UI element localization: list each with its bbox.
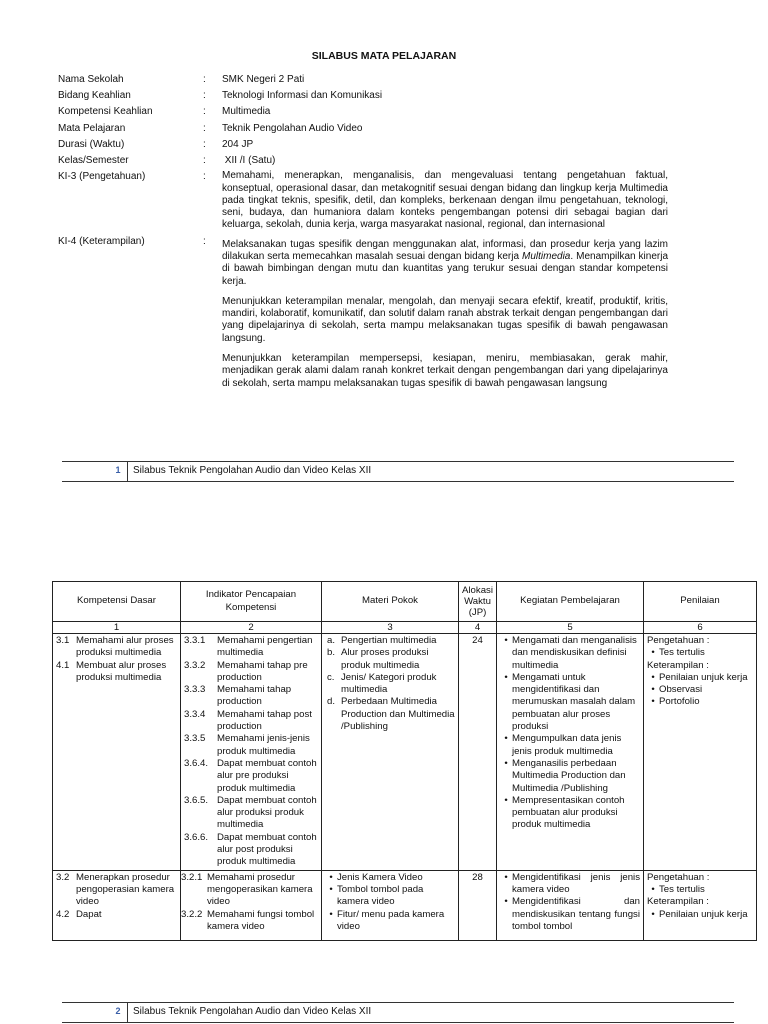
bullet-icon: • <box>504 896 508 908</box>
indikator-text: Dapat membuat contoh alur post produksi produk multimedia <box>217 831 317 868</box>
penilaian-keterampilan-label: Keterampilan : <box>647 659 709 671</box>
ki4-paragraph-2: Menunjukkan keterampilan menalar, mengolah, dan menyaji secara efektif, kreatif, produktif, kritis, mandiri, kolaboratif, komunikatif, dan solutif dalam ranah abstrak terkait dengan pengembangan dari yang dipelajarinya di sekolah, serta mampu melaksanakan tugas spesifik di bawah pengawasan langsung. <box>222 295 668 344</box>
kegiatan-item <box>500 733 640 758</box>
indikator-number: 3.3.3 <box>184 684 206 696</box>
materi-letter: b. <box>327 647 336 659</box>
column-number: 3 <box>322 622 459 634</box>
materi-item <box>325 672 455 697</box>
indikator-text: Memahami tahap pre production <box>217 659 308 683</box>
kegiatan-item <box>500 896 640 933</box>
indikator-text: Memahami fungsi tombol kamera video <box>207 908 315 932</box>
penilaian-text: Tes tertulis <box>659 647 705 659</box>
indikator-number: 3.6.6. <box>184 831 209 843</box>
indikator-number: 3.3.5 <box>184 733 206 745</box>
penilaian-pengetahuan-label: Pengetahuan : <box>647 871 710 883</box>
materi-cell <box>322 870 459 940</box>
penilaian-text: Portofolio <box>659 696 700 708</box>
bullet-icon: • <box>329 883 333 895</box>
kegiatan-item <box>500 635 640 672</box>
info-colon: : <box>203 155 206 167</box>
materi-text: Jenis Kamera Video <box>337 871 423 883</box>
kegiatan-text: Mengidentifikasi jenis jenis kamera video <box>512 871 640 895</box>
materi-text: Fitur/ menu pada kamera video <box>337 908 445 932</box>
penilaian-item <box>647 672 753 684</box>
info-value: Teknik Pengolahan Audio Video <box>222 122 363 134</box>
penilaian-keterampilan-label: Keterampilan : <box>647 896 709 908</box>
kegiatan-text: Mengumpulkan data jenis jenis produk multimedia <box>512 733 622 757</box>
indikator-number: 3.3.1 <box>184 635 206 646</box>
header-kegiatan: Kegiatan Pembelajaran <box>497 582 644 622</box>
ki4-label: KI-4 (Keterampilan) <box>58 235 145 247</box>
indikator-item <box>184 795 318 832</box>
bullet-icon: • <box>651 647 655 659</box>
ki4-p1-text-end: . Menampilkan kinerja di bawah bimbingan dengan mutu dan kuantitas yang terukur sesuai dengan standar kompetensi kerja. <box>222 251 669 287</box>
identity-section <box>58 72 668 390</box>
kd-number: 4.2 <box>56 908 70 920</box>
footer-page-number: 2 <box>115 1006 121 1016</box>
header-indikator: Indikator Pencapaian Kompetensi <box>181 582 322 622</box>
indikator-text: Memahami prosedur mengoperasikan kamera video <box>207 871 313 908</box>
materi-item <box>325 696 455 733</box>
indikator-text: Memahami tahap post production <box>217 708 312 733</box>
bullet-icon: • <box>504 757 508 769</box>
table-number-row <box>53 622 757 634</box>
bullet-icon: • <box>504 671 508 683</box>
info-colon: : <box>203 171 206 183</box>
materi-item <box>325 635 455 647</box>
column-number: 1 <box>53 622 181 634</box>
penilaian-text: Penilaian unjuk kerja <box>659 671 748 683</box>
info-value: Teknologi Informasi dan Komunikasi <box>222 90 383 102</box>
penilaian-text: Penilaian unjuk kerja <box>659 908 748 920</box>
ki4-p1-emphasis: Multimedia <box>522 251 571 262</box>
info-colon: : <box>203 90 206 102</box>
header-penilaian: Penilaian <box>644 582 757 622</box>
indikator-number: 3.3.4 <box>184 708 206 720</box>
kd-cell <box>53 870 181 940</box>
indikator-number: 3.2.1 <box>181 871 203 883</box>
kegiatan-item <box>500 795 640 832</box>
info-colon: : <box>203 122 206 134</box>
info-colon: : <box>203 235 206 247</box>
materi-text: Alur proses produksi produk multimedia <box>341 647 429 671</box>
materi-text: Jenis/ Kategori produk multimedia <box>341 671 437 696</box>
ki4-paragraph-1 <box>222 239 668 288</box>
indikator-text: Memahami tahap production <box>217 684 292 708</box>
materi-text: Pengertian multimedia <box>341 635 437 646</box>
indikator-item <box>184 660 318 685</box>
footer-separator <box>127 462 128 481</box>
indikator-cell <box>181 634 322 871</box>
alokasi-cell: 24 <box>459 634 497 871</box>
info-label: Mata Pelajaran <box>58 122 126 134</box>
indikator-item <box>184 758 318 795</box>
kd-number: 3.1 <box>56 635 70 646</box>
indikator-item <box>181 909 318 934</box>
info-label: Kompetensi Keahlian <box>58 106 153 118</box>
indikator-text: Dapat membuat contoh alur produksi produk multimedia <box>217 794 317 831</box>
kegiatan-text: Mengamati dan menganalisis dan mendiskusikan definisi multimedia <box>512 635 637 671</box>
info-value: XII /I (Satu) <box>222 155 276 167</box>
info-label: Nama Sekolah <box>58 74 124 85</box>
syllabus-table <box>52 581 757 941</box>
kd-item <box>56 635 177 660</box>
footer-text: Silabus Teknik Pengolahan Audio dan Video Kelas XII <box>133 1006 372 1017</box>
kegiatan-text: Mempresentasikan contoh pembuatan alur produksi produk multimedia <box>512 794 625 831</box>
column-number: 6 <box>644 622 757 634</box>
materi-item <box>325 884 455 909</box>
info-row-nama-sekolah <box>58 72 668 88</box>
penilaian-text: Tes tertulis <box>659 883 705 895</box>
ki3-row <box>58 170 668 231</box>
bullet-icon: • <box>651 908 655 920</box>
indikator-text: Memahami jenis-jenis produk multimedia <box>217 733 310 757</box>
page-footer-2 <box>62 1002 734 1023</box>
indikator-cell <box>181 870 322 940</box>
indikator-text: Memahami pengertian multimedia <box>217 635 313 659</box>
info-label: Bidang Keahlian <box>58 90 131 102</box>
info-row-kompetensi-keahlian <box>58 104 668 120</box>
kd-item <box>56 872 177 909</box>
penilaian-item <box>647 647 753 659</box>
header-kompetensi-dasar: Kompetensi Dasar <box>53 582 181 622</box>
info-row-bidang-keahlian <box>58 88 668 104</box>
bullet-icon: • <box>504 635 508 646</box>
materi-item <box>325 647 455 672</box>
info-row-kelas-semester <box>58 153 668 169</box>
materi-item <box>325 909 455 934</box>
kd-item <box>56 660 177 685</box>
kegiatan-text: Mengidentifikasi dan mendiskusikan tentang fungsi tombol tombol <box>512 896 640 932</box>
kd-cell <box>53 634 181 871</box>
indikator-item <box>181 872 318 909</box>
indikator-item <box>184 733 318 758</box>
materi-letter: a. <box>327 635 336 646</box>
indikator-number: 3.6.4. <box>184 757 209 769</box>
kegiatan-cell <box>497 870 644 940</box>
kegiatan-text: Mengamati untuk mengidentifikasi dan merumuskan masalah dalam pembuatan alur proses produksi <box>512 671 636 733</box>
ki4-p1-text: Melaksanakan tugas spesifik dengan menggunakan alat, informasi, dan prosedur kerja yang lazim dilakukan serta memecahkan masalah sesuai dengan bidang kerja <box>222 238 668 262</box>
info-value: Multimedia <box>222 106 271 118</box>
materi-letter: c. <box>327 671 335 683</box>
bullet-icon: • <box>651 671 655 683</box>
bullet-icon: • <box>504 733 508 745</box>
bullet-icon: • <box>651 883 655 895</box>
materi-text: Tombol tombol pada kamera video <box>337 883 424 908</box>
indikator-item <box>184 709 318 734</box>
table-row <box>53 634 757 871</box>
indikator-item <box>184 832 318 869</box>
info-label: Kelas/Semester <box>58 155 129 167</box>
materi-text: Perbedaan Multimedia Production dan Multimedia /Publishing <box>341 696 455 733</box>
kd-number: 4.1 <box>56 659 70 671</box>
indikator-item <box>184 635 318 660</box>
table-row <box>53 870 757 940</box>
bullet-icon: • <box>329 908 333 920</box>
info-value: 204 JP <box>222 138 254 150</box>
materi-letter: d. <box>327 696 336 708</box>
info-value: SMK Negeri 2 Pati <box>222 74 305 85</box>
indikator-item <box>184 684 318 709</box>
info-label: Durasi (Waktu) <box>58 138 125 150</box>
indikator-number: 3.3.2 <box>184 659 206 671</box>
indikator-text: Dapat membuat contoh alur pre produksi produk multimedia <box>217 757 317 794</box>
kegiatan-cell <box>497 634 644 871</box>
penilaian-cell <box>644 870 757 940</box>
info-row-mata-pelajaran <box>58 121 668 137</box>
penilaian-item <box>647 684 753 696</box>
kd-text: Menerapkan prosedur pengoperasian kamera video <box>76 871 175 908</box>
info-colon: : <box>203 106 206 118</box>
column-number: 5 <box>497 622 644 634</box>
ki3-label: KI-3 (Pengetahuan) <box>58 171 146 183</box>
header-materi-pokok: Materi Pokok <box>322 582 459 622</box>
kegiatan-item <box>500 672 640 733</box>
column-number: 2 <box>181 622 322 634</box>
info-colon: : <box>203 138 206 150</box>
penilaian-text: Observasi <box>659 684 703 696</box>
bullet-icon: • <box>651 696 655 708</box>
penilaian-item <box>647 909 753 921</box>
materi-cell <box>322 634 459 871</box>
kd-number: 3.2 <box>56 871 70 883</box>
info-row-durasi <box>58 137 668 153</box>
penilaian-item <box>647 884 753 896</box>
alokasi-cell: 28 <box>459 870 497 940</box>
column-number: 4 <box>459 622 497 634</box>
bullet-icon: • <box>651 684 655 696</box>
kd-text: Memahami alur proses produksi multimedia <box>76 635 174 659</box>
kegiatan-item <box>500 758 640 795</box>
kd-text: Membuat alur proses produksi multimedia <box>76 659 167 683</box>
kd-text: Dapat <box>76 908 102 920</box>
ki4-paragraph-3: Menunjukkan keterampilan mempersepsi, kesiapan, meniru, membiasakan, gerak mahir, menjadikan gerak alami dalam ranah konkret terkait dengan pengembangan dari yang dipelajarinya di sekolah, serta mampu melaksanakan tugas spesifik di bawah pengawasan langsung <box>222 353 668 389</box>
ki3-paragraph: Memahami, menerapkan, menganalisis, dan mengevaluasi tentang pengetahuan faktual, konseptual, operasional dasar, dan metakognitif sesuai dengan bidang dan lingkup kerja Multimedia pada tingkat teknis, spesifik, detil, dan kompleks, berkenaan dengan ilmu pengetahuan, teknologi, seni, budaya, dan humaniora dalam konteks pengembangan potensi diri sebagai bagian dari keluarga, sekolah, dunia kerja, warga masyarakat nasional, regional, dan internasional <box>222 170 668 231</box>
ki4-row <box>58 235 668 390</box>
footer-page-number: 1 <box>115 465 121 475</box>
kegiatan-item <box>500 872 640 897</box>
kd-item <box>56 909 177 921</box>
kegiatan-text: Menganasilis perbedaan Multimedia Production dan Multimedia /Publishing <box>512 757 626 794</box>
ki4-text <box>222 235 668 390</box>
indikator-number: 3.6.5. <box>184 794 209 806</box>
bullet-icon: • <box>504 794 508 806</box>
page-footer-1 <box>62 461 734 482</box>
header-alokasi-waktu: Alokasi Waktu (JP) <box>459 582 497 622</box>
penilaian-pengetahuan-label: Pengetahuan : <box>647 635 710 646</box>
bullet-icon: • <box>504 871 508 883</box>
bullet-icon: • <box>329 871 333 883</box>
indikator-number: 3.2.2 <box>181 908 203 920</box>
materi-item <box>325 872 455 884</box>
footer-separator <box>127 1003 128 1022</box>
ki3-text <box>222 170 668 231</box>
page-title: SILABUS MATA PELAJARAN <box>311 50 457 62</box>
footer-text: Silabus Teknik Pengolahan Audio dan Video Kelas XII <box>133 465 372 476</box>
table-header-row <box>53 582 757 622</box>
penilaian-item <box>647 696 753 708</box>
penilaian-cell <box>644 634 757 871</box>
info-colon: : <box>203 74 206 85</box>
